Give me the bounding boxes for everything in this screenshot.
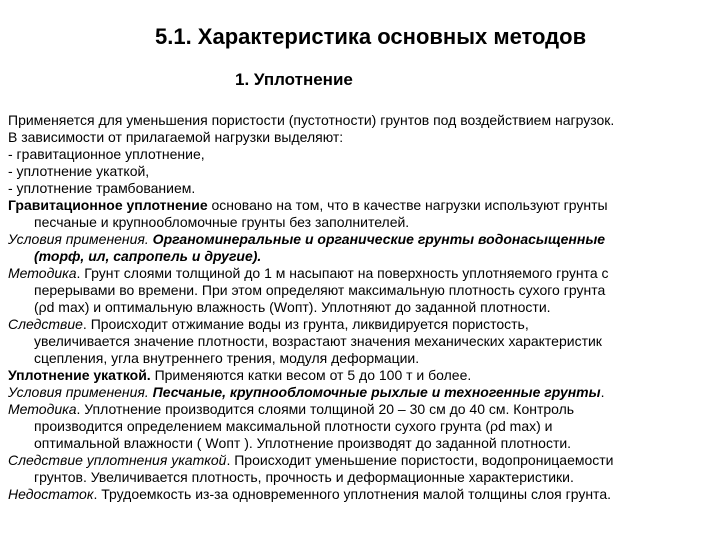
- method-text: перерывами во времени. При этом определяют максимальную плотность сухого грунта: [34, 282, 606, 298]
- gravity-consequence: [8, 316, 716, 333]
- gravity-definition-cont: [8, 214, 716, 231]
- drawback-label: Недостаток: [8, 486, 94, 502]
- intro-line: [8, 129, 716, 146]
- conditions-text: (торф, ил, сапропель и другие).: [34, 248, 262, 264]
- rolling-method-cont: [8, 435, 716, 452]
- method-label: Методика: [8, 401, 77, 417]
- page-title: 5.1. Характеристика основных методов: [155, 24, 587, 49]
- rolling-consequence-cont: [8, 469, 716, 486]
- consequence-text: . Происходит отжимание воды из грунта, ликвидируется пористость,: [82, 316, 529, 332]
- gravity-method-cont: [8, 282, 716, 299]
- list-item-text: - уплотнение трамбованием.: [8, 180, 196, 196]
- gravity-method-cont: [8, 299, 716, 316]
- list-item: [8, 146, 716, 163]
- list-item-text: - уплотнение укаткой,: [8, 163, 150, 179]
- consequence-text: сцепления, угла внутреннего трения, модуля деформации.: [34, 350, 420, 366]
- section-title: 1. Уплотнение: [235, 70, 353, 89]
- gravity-def-text: песчаные и крупнообломочные грунты без заполнителей.: [34, 214, 410, 230]
- method-label: Методика: [8, 265, 77, 281]
- conditions-text: Песчаные, крупнообломочные рыхлые и техногенные грунты: [148, 384, 601, 400]
- method-text: производится определением максимальной плотности сухого грунта (ρd max) и: [34, 418, 553, 434]
- rolling-term: Уплотнение укаткой.: [8, 367, 151, 383]
- rolling-def-text: Применяются катки весом от 5 до 100 т и более.: [150, 367, 472, 383]
- conditions-label: Условия применения.: [8, 384, 149, 400]
- rolling-definition: [8, 367, 716, 384]
- consequence-label: Следствие уплотнения укаткой: [8, 452, 227, 468]
- conditions-label: Условия применения.: [8, 231, 149, 247]
- gravity-term: Гравитационное уплотнение: [8, 197, 208, 213]
- list-item: [8, 180, 716, 197]
- rolling-method: [8, 401, 716, 418]
- gravity-conditions: [8, 231, 716, 248]
- conditions-period: .: [600, 384, 605, 400]
- intro-text: Применяется для уменьшения пористости (пустотности) грунтов под воздействием нагрузок.: [8, 112, 615, 128]
- body-text: [8, 112, 716, 503]
- method-text: оптимальной влажности ( Wопт ). Уплотнение производят до заданной плотности.: [34, 435, 572, 451]
- intro-line: [8, 112, 716, 129]
- drawback-text: . Трудоемкость из-за одновременного уплотнения малой толщины слоя грунта.: [93, 486, 611, 502]
- rolling-method-cont: [8, 418, 716, 435]
- list-item-text: - гравитационное уплотнение,: [8, 146, 205, 162]
- gravity-consequence-cont: [8, 333, 716, 350]
- method-text: . Грунт слоями толщиной до 1 м насыпают на поверхность уплотняемого грунта с: [76, 265, 609, 281]
- consequence-text: увеличивается значение плотности, возрастают значения механических характеристик: [34, 333, 602, 349]
- intro-text: В зависимости от прилагаемой нагрузки выделяют:: [8, 129, 344, 145]
- conditions-text: Органоминеральные и органические грунты водонасыщенные: [148, 231, 606, 247]
- gravity-conditions-cont: [8, 248, 716, 265]
- gravity-def-text: основано на том, что в качестве нагрузки используют грунты: [207, 197, 608, 213]
- rolling-drawback: [8, 486, 716, 503]
- rolling-conditions: [8, 384, 716, 401]
- consequence-text: . Происходит уменьшение пористости, водопроницаемости: [226, 452, 614, 468]
- consequence-label: Следствие: [8, 316, 83, 332]
- gravity-consequence-cont: [8, 350, 716, 367]
- gravity-definition: [8, 197, 716, 214]
- list-item: [8, 163, 716, 180]
- method-text: (ρd max) и оптимальную влажность (Wопт). Уплотняют до заданной плотности.: [34, 299, 551, 315]
- gravity-method: [8, 265, 716, 282]
- consequence-text: грунтов. Увеличивается плотность, прочность и деформационные характеристики.: [34, 469, 574, 485]
- rolling-consequence: [8, 452, 716, 469]
- method-text: . Уплотнение производится слоями толщиной 20 – 30 см до 40 см. Контроль: [76, 401, 575, 417]
